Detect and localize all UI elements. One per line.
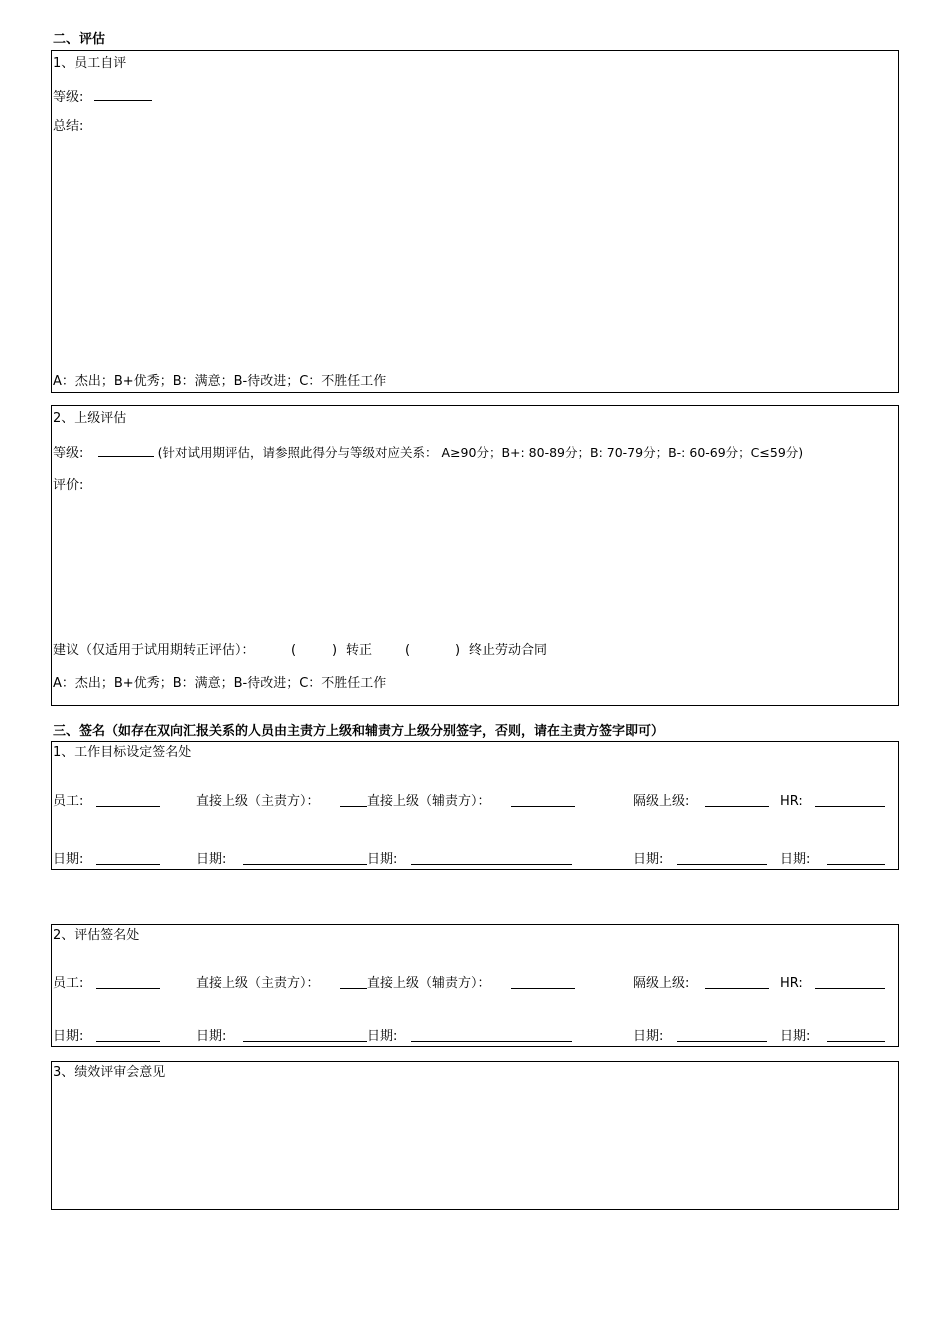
eval-direct-main-date-field[interactable] <box>243 1029 367 1042</box>
eval-employee-sign-field[interactable] <box>96 976 160 989</box>
option-convert-checkbox[interactable] <box>298 641 330 661</box>
goal-direct-aux-date-field[interactable] <box>411 852 572 865</box>
option-terminate-open-paren: ( <box>405 643 411 658</box>
goal-hr-date-field[interactable] <box>827 852 885 865</box>
review-opinion-area[interactable] <box>60 1088 890 1203</box>
goal-direct-aux-date-label: 日期: <box>367 852 398 867</box>
goal-skip-level-label: 隔级上级: <box>633 794 690 809</box>
option-terminate-close-paren: ) <box>455 643 461 658</box>
manager-eval-suggestion-label: 建议（仅适用于试用期转正评估）： <box>53 643 255 658</box>
goal-employee-label: 员工: <box>53 794 84 809</box>
section-evaluation-title: 二、评估 <box>53 32 106 47</box>
goal-direct-main-date-label: 日期: <box>196 852 227 867</box>
eval-employee-date-field[interactable] <box>96 1029 160 1042</box>
eval-hr-sign-field[interactable] <box>815 976 885 989</box>
eval-skip-level-date-label: 日期: <box>633 1029 664 1044</box>
goal-skip-level-date-field[interactable] <box>677 852 767 865</box>
goal-direct-main-sign-field[interactable] <box>340 794 367 807</box>
eval-direct-main-sign-field[interactable] <box>340 976 367 989</box>
eval-direct-aux-date-field[interactable] <box>411 1029 572 1042</box>
manager-eval-grade-note: (针对试用期评估，请参照此得分与等级对应关系： A≥90分；B+: 80-89分；B: 70-79分；B-: 60-69分；C≤59分) <box>157 445 804 460</box>
eval-direct-main-date-label: 日期: <box>196 1029 227 1044</box>
option-terminate-checkbox[interactable] <box>412 641 454 661</box>
self-eval-grade-field[interactable] <box>94 88 152 101</box>
eval-skip-level-label: 隔级上级: <box>633 976 690 991</box>
goal-direct-main-date-field[interactable] <box>243 852 367 865</box>
self-eval-grade-row <box>53 88 152 106</box>
manager-eval-grade-label: 等级: <box>53 446 84 461</box>
eval-skip-level-date-field[interactable] <box>677 1029 767 1042</box>
self-eval-heading: 1、员工自评 <box>53 56 127 71</box>
eval-hr-label: HR: <box>780 976 803 991</box>
eval-sign-heading: 2、评估签名处 <box>53 928 140 943</box>
goal-direct-aux-sign-field[interactable] <box>511 794 575 807</box>
eval-hr-date-field[interactable] <box>827 1029 885 1042</box>
review-opinion-heading: 3、绩效评审会意见 <box>53 1065 166 1080</box>
option-convert-open-paren: ( <box>291 643 297 658</box>
eval-direct-aux-date-label: 日期: <box>367 1029 398 1044</box>
manager-eval-comment-area[interactable] <box>100 498 890 633</box>
manager-eval-legend: A：杰出；B+优秀；B：满意；B-待改进；C：不胜任工作 <box>53 676 387 691</box>
goal-employee-sign-field[interactable] <box>96 794 160 807</box>
manager-eval-grade-field[interactable] <box>98 444 154 457</box>
goal-hr-sign-field[interactable] <box>815 794 885 807</box>
eval-employee-label: 员工: <box>53 976 84 991</box>
manager-eval-heading: 2、上级评估 <box>53 411 127 426</box>
goal-hr-label: HR: <box>780 794 803 809</box>
option-convert-close-paren: ) <box>332 643 338 658</box>
eval-skip-level-sign-field[interactable] <box>705 976 769 989</box>
goal-hr-date-label: 日期: <box>780 852 811 867</box>
eval-direct-main-label: 直接上级（主责方）： <box>196 976 320 991</box>
goal-skip-level-date-label: 日期: <box>633 852 664 867</box>
self-eval-legend: A：杰出；B+优秀；B：满意；B-待改进；C：不胜任工作 <box>53 374 387 389</box>
eval-hr-date-label: 日期: <box>780 1029 811 1044</box>
option-convert-label: 转正 <box>346 643 373 658</box>
section-signature-title: 三、签名（如存在双向汇报关系的人员由主责方上级和辅责方上级分别签字，否则，请在主责方签字即可） <box>53 724 665 739</box>
goal-direct-aux-label: 直接上级（辅责方）： <box>367 794 491 809</box>
goal-direct-main-label: 直接上级（主责方）： <box>196 794 320 809</box>
goal-skip-level-sign-field[interactable] <box>705 794 769 807</box>
eval-employee-date-label: 日期: <box>53 1029 84 1044</box>
eval-direct-aux-sign-field[interactable] <box>511 976 575 989</box>
self-eval-summary-label: 总结: <box>53 119 84 134</box>
manager-eval-comment-label: 评价: <box>53 478 84 493</box>
eval-direct-aux-label: 直接上级（辅责方）： <box>367 976 491 991</box>
manager-eval-grade-row <box>53 444 803 462</box>
goal-employee-date-label: 日期: <box>53 852 84 867</box>
self-eval-summary-area[interactable] <box>100 138 890 360</box>
goal-employee-date-field[interactable] <box>96 852 160 865</box>
self-eval-grade-label: 等级: <box>53 90 84 105</box>
option-terminate-label: 终止劳动合同 <box>469 643 548 658</box>
goal-sign-heading: 1、工作目标设定签名处 <box>53 745 192 760</box>
